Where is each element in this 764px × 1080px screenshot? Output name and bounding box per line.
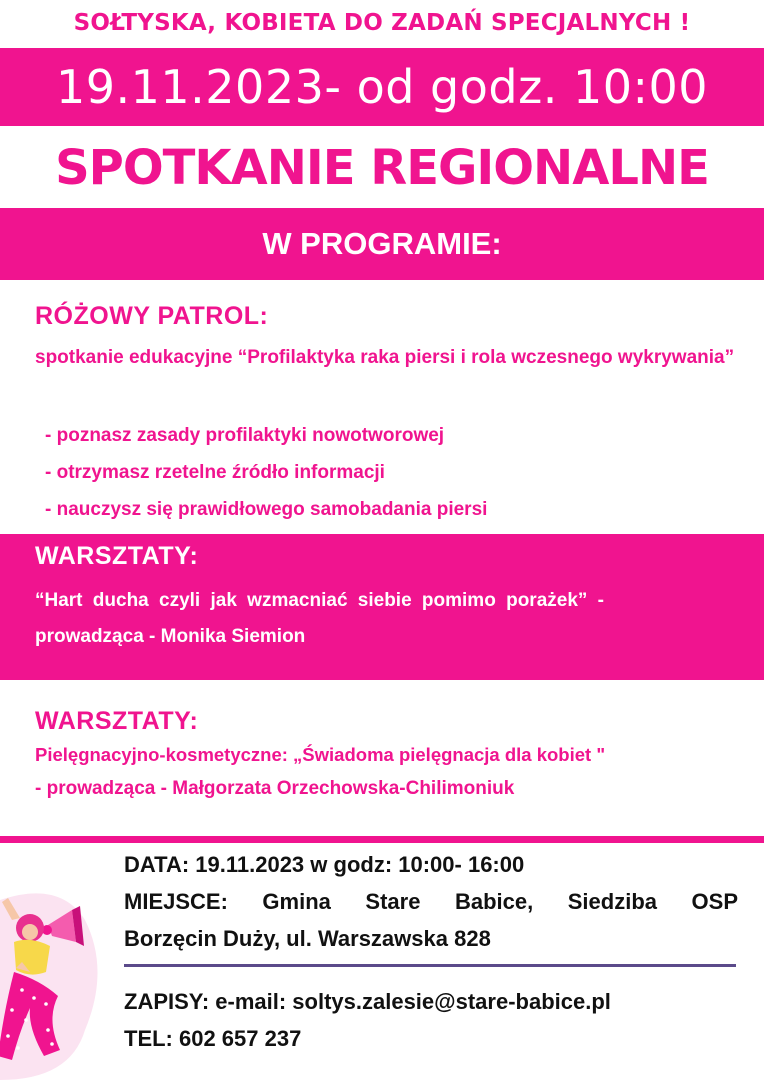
woman-with-megaphone-illustration bbox=[0, 880, 110, 1080]
workshop-1-heading: WARSZTATY: bbox=[35, 542, 199, 570]
address-line: Borzęcin Duży, ul. Warszawska 828 bbox=[124, 926, 491, 951]
program-label: W PROGRAMIE: bbox=[262, 226, 502, 261]
contact-info bbox=[124, 983, 738, 1057]
event-series-title: SOŁTYSKA, KOBIETA DO ZADAŃ SPECJALNYCH ! bbox=[73, 10, 691, 36]
patrol-heading: RÓŻOWY PATROL: bbox=[35, 302, 269, 330]
signup-email-line: ZAPISY: e-mail: soltys.zalesie@stare-babice.pl bbox=[124, 989, 611, 1014]
workshop-2-description: Pielęgnacyjno-kosmetyczne: „Świadoma pielęgnacja dla kobiet " bbox=[35, 744, 606, 765]
info-divider bbox=[124, 964, 736, 967]
list-item: - poznasz zasady profilaktyki nowotworowej bbox=[45, 425, 445, 446]
date-line: DATA: 19.11.2023 w godz: 10:00- 16:00 bbox=[124, 852, 525, 877]
page-title: SPOTKANIE REGIONALNE bbox=[55, 140, 709, 196]
program-banner bbox=[0, 208, 764, 280]
date-banner bbox=[0, 48, 764, 126]
section-divider bbox=[0, 836, 764, 843]
patrol-bullet-list bbox=[45, 417, 487, 528]
phone-line: TEL: 602 657 237 bbox=[124, 1026, 302, 1051]
workshop-2-host: - prowadząca - Małgorzata Orzechowska-Chilimoniuk bbox=[35, 778, 515, 799]
workshop-1-description: “Hart ducha czyli jak wzmacniać siebie pomimo porażek” - bbox=[35, 590, 605, 611]
date-time-text: 19.11.2023- od godz. 10:00 bbox=[55, 60, 709, 114]
workshop-2-heading: WARSZTATY: bbox=[35, 707, 199, 735]
workshop-1-host: prowadząca - Monika Siemion bbox=[35, 626, 306, 647]
list-item: - otrzymasz rzetelne źródło informacji bbox=[45, 462, 385, 483]
list-item: - nauczysz się prawidłowego samobadania piersi bbox=[45, 499, 488, 520]
place-line: MIEJSCE: Gmina Stare Babice, Siedziba OSP bbox=[124, 889, 738, 914]
event-info bbox=[124, 846, 738, 957]
patrol-intro: spotkanie edukacyjne “Profilaktyka raka piersi i rola wczesnego wykrywania” bbox=[35, 347, 735, 368]
